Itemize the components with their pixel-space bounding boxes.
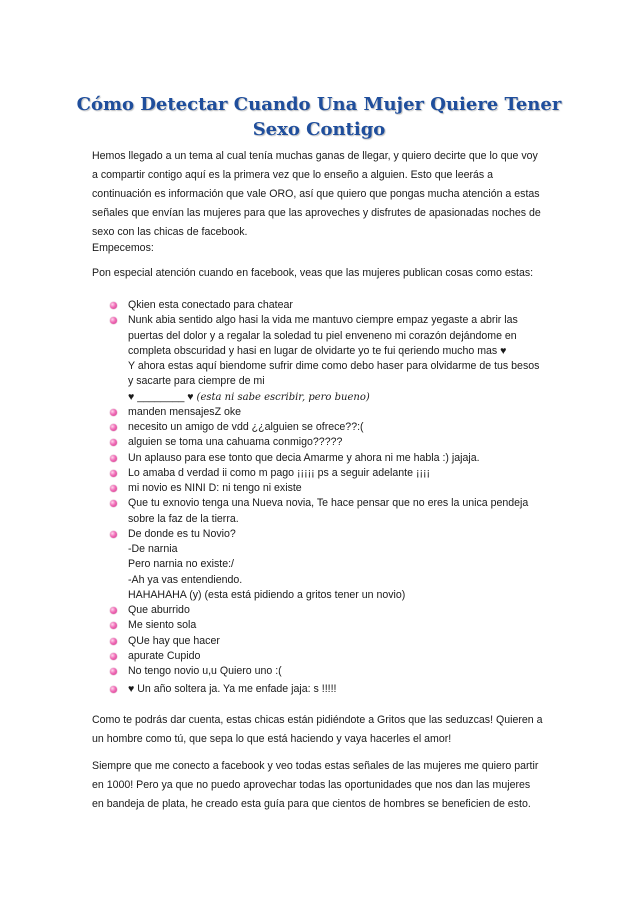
list-item — [110, 420, 539, 435]
list-item-line: De donde es tu Novio? — [128, 527, 236, 540]
list-item-line: sobre la faz de la tierra. — [128, 512, 239, 525]
bullet-icon — [110, 607, 117, 614]
intro-line: a compartir contigo aquí es la primera vez que lo enseño a alguien. Esto que leerás a — [92, 169, 494, 181]
bullet-icon — [110, 455, 117, 462]
bullet-icon — [110, 622, 117, 629]
list-item-line: Y ahora estas aquí biendome sufrir dime como debo haser para olvidarme de tus besos — [128, 360, 540, 372]
document-title — [72, 92, 566, 142]
list-item-line: -Ah ya vas entendiendo. — [128, 573, 243, 586]
list-item — [110, 603, 539, 618]
list-item-line: Pero narnia no existe:/ — [128, 558, 234, 571]
list-item — [110, 313, 539, 405]
list-item — [110, 451, 539, 466]
list-item-line: apurate Cupido — [128, 649, 201, 662]
list-item-line: puertas del dolor y a regalar la soledad tu piel enveneno mi corazón dejándome en — [128, 329, 517, 342]
lead-text: Pon especial atención cuando en facebook, veas que las mujeres publican cosas como estas: — [92, 267, 534, 279]
bullet-icon — [110, 317, 117, 324]
list-item — [110, 527, 539, 603]
title-line-2: Sexo Contigo — [252, 119, 386, 141]
list-item — [110, 618, 539, 633]
intro-paragraph — [92, 147, 541, 242]
list-item — [110, 298, 539, 313]
list-item-line: Que aburrido — [128, 604, 190, 616]
list-item-line: Nunk abia sentido algo hasi la vida me mantuvo ciempre empaz yegaste a abrir las — [128, 314, 518, 327]
list-item-line: necesito un amigo de vdd ¿¿alguien se ofrece??:( — [128, 421, 364, 433]
bullet-icon — [110, 653, 117, 660]
list-item-line: HAHAHAHA (y) (esta está pidiendo a gritos tener un novio) — [128, 588, 406, 601]
list-item — [110, 435, 539, 450]
list-item-line: -De narnia — [128, 543, 178, 555]
list-item-line: Que tu exnovio tenga una Nueva novia, Te hace pensar que no eres la unica pendeja — [128, 497, 529, 510]
bullet-icon — [110, 638, 117, 645]
intro-line: Hemos llegado a un tema al cual tenía muchas ganas de llegar, y quiero decirte que lo que voy — [92, 150, 538, 162]
list-item-line: Un aplauso para ese tonto que decia Amarme y ahora ni me habla :) jajaja. — [128, 451, 480, 464]
list-item-line: Lo amaba d verdad ii como m pago ¡¡¡¡¡ ps a seguir adelante ¡¡¡¡ — [128, 466, 431, 479]
bullet-icon — [110, 485, 117, 492]
list-item — [110, 682, 539, 697]
paragraph-3 — [92, 757, 538, 814]
list-item — [110, 649, 539, 664]
paragraph-3-line: en 1000! Pero ya que no puedo aprovechar todas las oportunidades que nos dan las mujeres — [92, 779, 531, 791]
intro-line: continuación es información que vale ORO, así que quiero que pongas mucha atención a estas — [92, 188, 540, 200]
list-item-line: Qkien esta conectado para chatear — [128, 299, 293, 311]
list-item-line: y sacarte para ciempre de mi — [128, 375, 265, 388]
empecemos-line — [92, 239, 154, 258]
list-item-line: No tengo novio u,u Quiero uno :( — [128, 665, 282, 677]
bullet-icon — [110, 409, 117, 416]
facebook-posts-list — [110, 298, 539, 698]
paragraph-2 — [92, 711, 543, 749]
bullet-icon — [110, 424, 117, 431]
list-item — [110, 634, 539, 649]
list-item — [110, 481, 539, 496]
list-item — [110, 466, 539, 481]
list-item-line: completa obscuridad y hasi en lugar de olvidarte yo te fui qeriendo mucho mas ♥ — [128, 344, 507, 357]
bullet-icon — [110, 470, 117, 477]
paragraph-3-line: Siempre que me conecto a facebook y veo todas estas señales de las mujeres me quiero partir — [92, 760, 539, 772]
list-item-line: alguien se toma una cahuama conmigo????? — [128, 436, 343, 449]
author-comment: (esta ni sabe escribir, pero bueno) — [196, 391, 370, 403]
list-item — [110, 496, 539, 527]
list-item-line: mi novio es NINI D: ni tengo ni existe — [128, 482, 302, 494]
list-item-line: ♥ Un año soltera ja. Ya me enfade jaja: s !!!!! — [128, 683, 337, 696]
bullet-icon — [110, 439, 117, 446]
paragraph-2-line: Como te podrás dar cuenta, estas chicas están pidiéndote a Gritos que las seduzcas! Quieren a — [92, 714, 543, 726]
heart-line-text: ♥ ________ ♥ — [128, 390, 197, 403]
list-item — [110, 664, 539, 679]
list-item-line: manden mensajesZ oke — [128, 405, 242, 418]
paragraph-2-line: un hombre como tú, que sepa lo que está haciendo y vaya hacerles el amor! — [92, 733, 452, 745]
list-item-line: QUe hay que hacer — [128, 634, 220, 647]
bullet-icon — [110, 302, 117, 309]
empecemos-text: Empecemos: — [92, 242, 154, 254]
title-line-1: Cómo Detectar Cuando Una Mujer Quiere Tener — [76, 94, 562, 116]
bullet-icon — [110, 531, 117, 538]
bullet-icon — [110, 686, 117, 693]
list-item-line — [128, 390, 539, 405]
bullet-icon — [110, 500, 117, 507]
lead-line — [92, 264, 533, 283]
bullet-icon — [110, 668, 117, 675]
intro-line: señales que envían las mujeres para que las aproveches y disfrutes de apasionadas noches de — [92, 207, 541, 219]
paragraph-3-line: en bandeja de plata, he creado esta guía para que cientos de hombres se beneficien de esto. — [92, 798, 531, 810]
intro-line: sexo con las chicas de facebook. — [92, 226, 248, 238]
list-item — [110, 405, 539, 420]
list-item-line: Me siento sola — [128, 619, 197, 632]
